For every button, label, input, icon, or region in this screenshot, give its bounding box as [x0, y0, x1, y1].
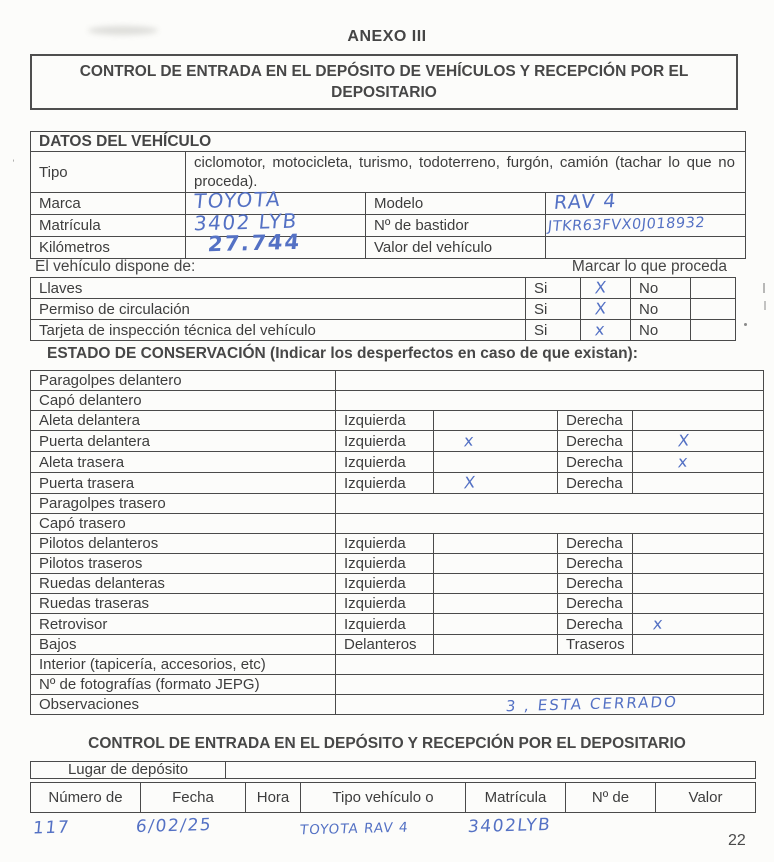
estado-row-label: Ruedas delanteras — [31, 574, 336, 594]
left-mark-cell — [434, 534, 558, 554]
estado-value-cell — [336, 371, 764, 391]
si-mark-cell — [581, 320, 631, 341]
modelo-label: Modelo — [366, 193, 546, 215]
left-mark-cell — [434, 635, 558, 655]
right-mark-cell — [633, 534, 764, 554]
left-label: Izquierda — [336, 411, 434, 431]
vehicle-data-section-title: DATOS DEL VEHÍCULO — [31, 132, 746, 152]
column-tipo-vehiculo: Tipo vehículo o — [301, 783, 466, 813]
right-label: Derecha — [558, 614, 633, 635]
no-label: No — [631, 320, 691, 341]
estado-row-label: Ruedas traseras — [31, 594, 336, 614]
right-label: Derecha — [558, 473, 633, 494]
entry-fecha-handwritten: 6/02/25 — [134, 815, 214, 837]
si-label: Si — [526, 299, 581, 320]
left-handwritten-mark: x — [462, 430, 475, 451]
valor-vehiculo-field — [546, 237, 746, 259]
column-valor: Valor — [656, 783, 756, 813]
control-header-table — [30, 782, 756, 813]
kilometros-label: Kilómetros — [31, 237, 186, 259]
si-handwritten-mark: x — [593, 319, 606, 340]
kilometros-handwritten-value: 27.744 — [206, 229, 303, 257]
estado-row-label: Pilotos delanteros — [31, 534, 336, 554]
right-label: Traseros — [558, 635, 633, 655]
no-mark-cell — [691, 320, 736, 341]
left-label: Delanteros — [336, 635, 434, 655]
si-mark-cell — [581, 299, 631, 320]
right-mark-cell — [633, 614, 764, 635]
modelo-handwritten-value: RAV 4 — [552, 189, 619, 214]
estado-value-cell — [336, 494, 764, 514]
estado-value-cell — [336, 514, 764, 534]
left-mark-cell — [434, 452, 558, 473]
column-numero: Nº de — [566, 783, 656, 813]
tipo-label: Tipo — [31, 152, 186, 193]
control-section-title: CONTROL DE ENTRADA EN EL DEPÓSITO Y RECEPCIÓN POR EL DEPOSITARIO — [88, 735, 686, 752]
dispone-header-line — [35, 258, 727, 276]
tipo-value: ciclomotor, motocicleta, turismo, todoterreno, furgón, camión (tachar lo que no proceda). — [186, 152, 746, 193]
estado-row-label: Aleta delantera — [31, 411, 336, 431]
column-numero-de: Número de — [31, 783, 141, 813]
right-mark-cell — [633, 452, 764, 473]
kilometros-field — [186, 229, 366, 259]
estado-value-cell — [336, 391, 764, 411]
right-handwritten-mark: x — [676, 451, 689, 472]
no-mark-cell — [691, 278, 736, 299]
estado-value-cell — [336, 655, 764, 675]
estado-row-label: Capó delantero — [31, 391, 336, 411]
estado-row-label: Nº de fotografías (formato JEPG) — [31, 675, 336, 695]
estado-row-label: Interior (tapicería, accesorios, etc) — [31, 655, 336, 675]
modelo-field — [546, 189, 746, 215]
column-hora: Hora — [246, 783, 301, 813]
right-mark-cell — [633, 635, 764, 655]
right-mark-cell — [633, 473, 764, 494]
left-label: Izquierda — [336, 473, 434, 494]
dispone-intro: El vehículo dispone de: — [35, 258, 196, 275]
right-mark-cell — [633, 431, 764, 452]
si-mark-cell — [581, 278, 631, 299]
left-label: Izquierda — [336, 594, 434, 614]
right-handwritten-mark: x — [651, 613, 664, 634]
matricula-label: Matrícula — [31, 215, 186, 237]
right-label: Derecha — [558, 594, 633, 614]
right-label: Derecha — [558, 452, 633, 473]
estado-row-label: Bajos — [31, 635, 336, 655]
estado-row-label: Paragolpes delantero — [31, 371, 336, 391]
bastidor-handwritten-value: JTKR63FVX0J018932 — [547, 214, 706, 235]
matricula-handwritten-value: 3402 LYB — [192, 208, 300, 236]
valor-vehiculo-label: Valor del vehículo — [366, 237, 546, 259]
left-label: Izquierda — [336, 452, 434, 473]
right-label: Derecha — [558, 431, 633, 452]
vehicle-data-table — [30, 131, 746, 259]
right-label: Derecha — [558, 574, 633, 594]
page-number: 22 — [728, 832, 746, 849]
column-fecha: Fecha — [141, 783, 246, 813]
bastidor-label: Nº de bastidor — [366, 215, 546, 237]
si-label: Si — [526, 320, 581, 341]
left-label: Izquierda — [336, 574, 434, 594]
no-mark-cell — [691, 299, 736, 320]
left-mark-cell — [434, 614, 558, 635]
left-label: Izquierda — [336, 554, 434, 574]
right-mark-cell — [633, 594, 764, 614]
right-label: Derecha — [558, 411, 633, 431]
document-title-box — [30, 54, 738, 110]
left-handwritten-mark: X — [462, 472, 477, 493]
dispone-row-label: Permiso de circulación — [31, 299, 526, 320]
estado-row-label: Pilotos traseros — [31, 554, 336, 574]
estado-section-title: ESTADO DE CONSERVACIÓN (Indicar los desperfectos en caso de que existan): — [47, 345, 638, 362]
left-mark-cell — [434, 594, 558, 614]
scan-artifact: ` — [5, 158, 17, 170]
bastidor-field — [546, 215, 746, 237]
estado-row-label: Puerta trasera — [31, 473, 336, 494]
scan-artifact — [744, 323, 747, 326]
dispone-row-label: Tarjeta de inspección técnica del vehículo — [31, 320, 526, 341]
observaciones-handwritten-value: 3 , ESTA CERRADO — [504, 692, 679, 716]
si-handwritten-mark: X — [593, 298, 608, 319]
si-label: Si — [526, 278, 581, 299]
no-label: No — [631, 278, 691, 299]
entry-tipo-handwritten: TOYOTA RAV 4 — [299, 819, 410, 839]
estado-row-label: Retrovisor — [31, 614, 336, 635]
right-mark-cell — [633, 411, 764, 431]
observaciones-cell — [336, 692, 764, 716]
left-mark-cell — [434, 574, 558, 594]
scan-artifact — [764, 301, 766, 310]
estado-table — [30, 370, 764, 715]
si-handwritten-mark: X — [593, 277, 608, 298]
left-label: Izquierda — [336, 614, 434, 635]
left-mark-cell — [434, 431, 558, 452]
marca-handwritten-value: TOYOTA — [192, 186, 283, 214]
dispone-row-label: Llaves — [31, 278, 526, 299]
estado-value-cell — [336, 675, 764, 695]
no-label: No — [631, 299, 691, 320]
estado-row-label: Observaciones — [31, 695, 336, 715]
marca-label: Marca — [31, 193, 186, 215]
column-matricula: Matrícula — [466, 783, 566, 813]
estado-row-label: Puerta delantera — [31, 431, 336, 452]
estado-row-label: Capó trasero — [31, 514, 336, 534]
left-label: Izquierda — [336, 534, 434, 554]
right-label: Derecha — [558, 534, 633, 554]
document-title: CONTROL DE ENTRADA EN EL DEPÓSITO DE VEHÍCULOS Y RECEPCIÓN POR EL DEPOSITARIO — [79, 63, 689, 101]
dispone-table — [30, 277, 736, 341]
right-label: Derecha — [558, 554, 633, 574]
entry-matricula-handwritten: 3402LYB — [466, 814, 553, 838]
right-mark-cell — [633, 554, 764, 574]
estado-row-label: Paragolpes trasero — [31, 494, 336, 514]
right-handwritten-mark: X — [676, 430, 691, 451]
right-mark-cell — [633, 574, 764, 594]
estado-row-label: Aleta trasera — [31, 452, 336, 473]
dispone-note: Marcar lo que proceda — [571, 258, 727, 275]
left-mark-cell — [434, 473, 558, 494]
scan-artifact — [763, 283, 765, 293]
annex-label: ANEXO III — [347, 28, 427, 45]
left-mark-cell — [434, 554, 558, 574]
entry-numero-handwritten: 117 — [31, 817, 71, 839]
left-mark-cell — [434, 411, 558, 431]
lugar-deposito-table — [30, 761, 756, 779]
lugar-deposito-label: Lugar de depósito — [31, 762, 226, 779]
lugar-deposito-field — [226, 762, 756, 779]
left-label: Izquierda — [336, 431, 434, 452]
